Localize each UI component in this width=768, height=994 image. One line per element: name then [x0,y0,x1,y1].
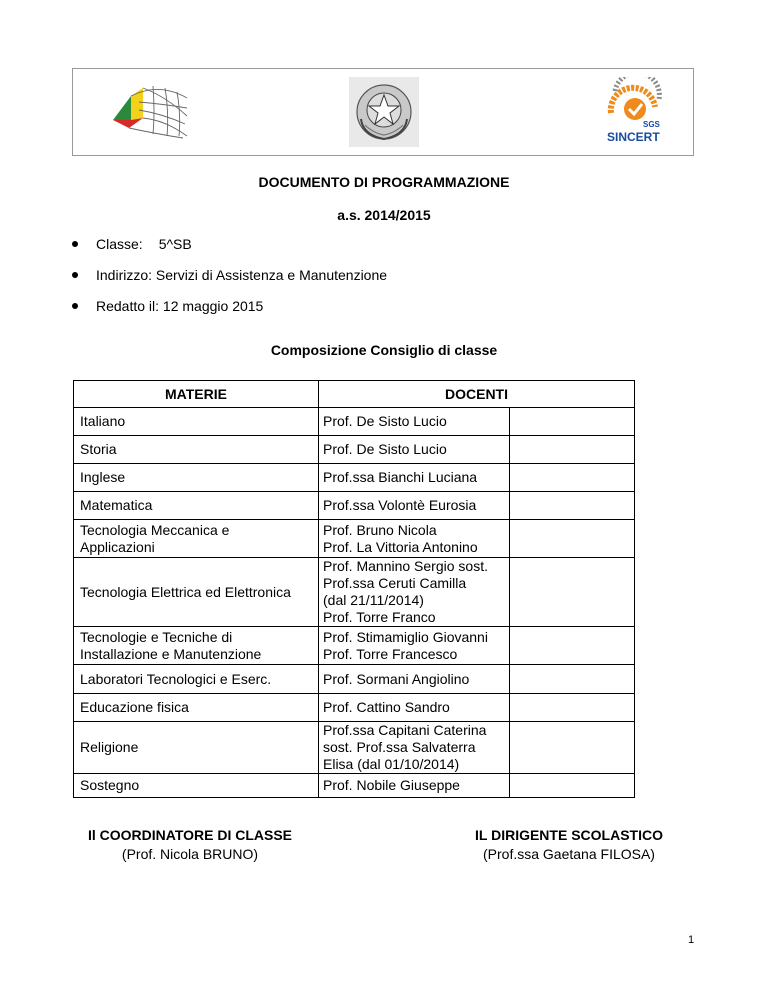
subject-cell: Sostegno [74,774,319,798]
teacher-cell: Prof. De Sisto Lucio [319,408,510,436]
date-label: Redatto il: 12 maggio 2015 [96,298,264,314]
teacher-line: Prof.ssa Ceruti Camilla [323,575,467,591]
teacher-cell: Prof. Nobile Giuseppe [319,774,510,798]
principal-signature [438,826,700,864]
coordinator-role: Il COORDINATORE DI CLASSE [87,827,293,843]
teacher-line: Elisa (dal 01/10/2014) [323,756,460,772]
teacher-cell: Prof.ssa Bianchi Luciana [319,464,510,492]
table-row [74,492,635,520]
page-number: 1 [688,934,695,946]
signature-cell [510,694,635,722]
logo-header [72,68,694,156]
teacher-cell [319,722,510,774]
signature-cell [510,558,635,627]
table-row [74,627,635,665]
teacher-cell [319,627,510,665]
table-row [74,520,635,558]
header-materie: MATERIE [74,381,319,408]
signature-cell [510,774,635,798]
teacher-line: Prof. Mannino Sergio sost. [323,558,488,574]
list-item-date [70,296,387,327]
teacher-line: sost. Prof.ssa Salvaterra [323,739,476,755]
signature-cell [510,408,635,436]
address-label: Indirizzo: Servizi di Assistenza e Manutenzione [96,267,388,283]
signature-cell [510,492,635,520]
table-row [74,774,635,798]
class-label: Classe: [96,236,143,252]
signature-cell [510,436,635,464]
teacher-line: Prof. Stimamiglio Giovanni [323,628,488,645]
teacher-cell [319,558,510,627]
header-docenti: DOCENTI [319,381,635,408]
teacher-line: Prof. Torre Francesco [323,645,458,662]
teacher-line: Prof. Torre Franco [323,609,436,625]
subject-cell: Educazione fisica [74,694,319,722]
council-title: Composizione Consiglio di classe [270,342,498,358]
list-item-address [70,265,387,296]
teacher-cell: Prof. Sormani Angiolino [319,665,510,694]
subject-line: Installazione e Manutenzione [80,645,262,662]
class-value: 5^SB [158,236,192,252]
council-table [73,380,635,798]
table-row [74,722,635,774]
subject-cell: Italiano [74,408,319,436]
teacher-cell: Prof.ssa Volontè Eurosia [319,492,510,520]
subject-cell: Tecnologia Elettrica ed Elettronica [74,558,319,627]
principal-role: IL DIRIGENTE SCOLASTICO [475,827,663,843]
subject-cell [74,627,319,665]
sgs-text: SGS [643,120,660,129]
document-title: DOCUMENTO DI PROGRAMMAZIONE [258,174,510,190]
principal-name: (Prof.ssa Gaetana FILOSA) [483,846,655,862]
signature-cell [510,722,635,774]
signature-cell [510,520,635,558]
teacher-line: Prof. La Vittoria Antonino [323,538,478,555]
table-row [74,464,635,492]
sincert-text: SINCERT [607,130,660,144]
teacher-cell [319,520,510,558]
italian-republic-emblem-icon [349,77,419,147]
coordinator-signature [72,826,308,864]
school-year: a.s. 2014/2015 [337,207,431,223]
class-info-list [70,234,387,327]
subject-cell: Storia [74,436,319,464]
table-row [74,665,635,694]
table-row [74,408,635,436]
teacher-cell: Prof. Cattino Sandro [319,694,510,722]
teacher-line: Prof.ssa Capitani Caterina [323,722,487,738]
teacher-line: Prof. Bruno Nicola [323,521,437,538]
subject-line: Applicazioni [80,538,155,555]
bullet-icon [72,272,78,278]
subject-cell: Inglese [74,464,319,492]
teacher-line: (dal 21/11/2014) [323,592,424,608]
bullet-icon [72,241,78,247]
subject-cell: Matematica [74,492,319,520]
sgs-sincert-logo-icon [599,77,671,147]
table-row [74,436,635,464]
signature-cell [510,464,635,492]
subject-cell: Religione [74,722,319,774]
subject-line: Tecnologia Meccanica e [80,521,230,538]
subject-cell [74,520,319,558]
subject-line: Tecnologie e Tecniche di [80,628,233,645]
list-item-class [70,234,387,265]
teacher-cell: Prof. De Sisto Lucio [319,436,510,464]
table-row [74,558,635,627]
table-header-row [74,381,635,408]
subject-cell: Laboratori Tecnologici e Eserc. [74,665,319,694]
signature-cell [510,627,635,665]
coordinator-name: (Prof. Nicola BRUNO) [121,846,259,862]
school-logo-icon [109,78,191,140]
table-row [74,694,635,722]
signature-cell [510,665,635,694]
bullet-icon [72,303,78,309]
